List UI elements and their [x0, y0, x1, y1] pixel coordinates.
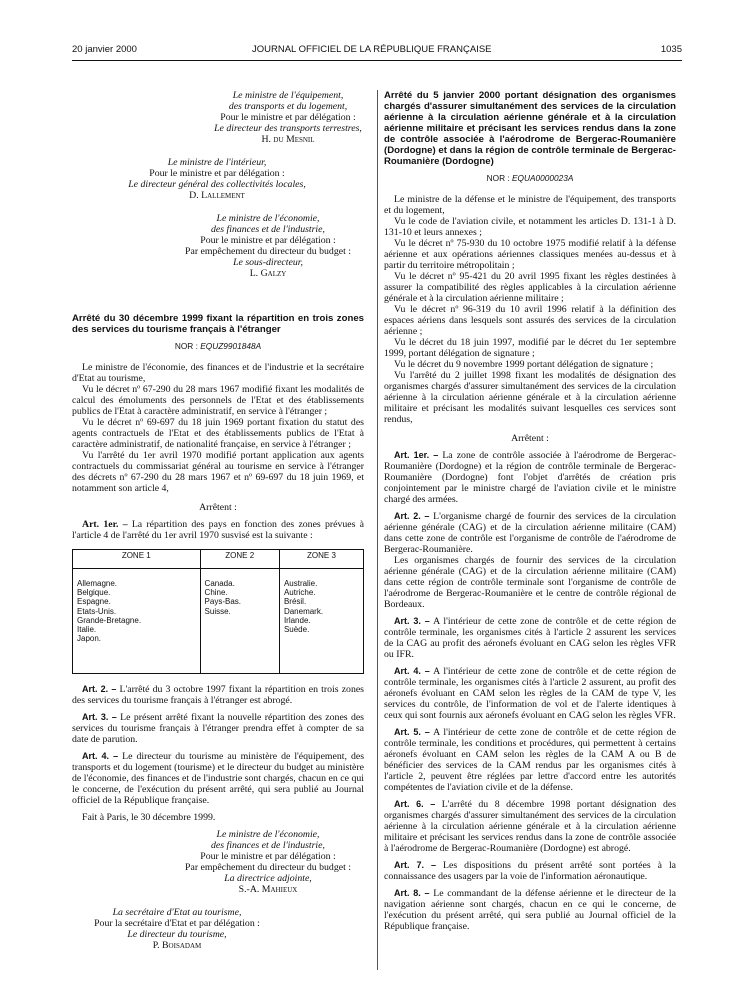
table-cell: Allemagne. Belgique. Espagne. Etats-Unis. Grande-Bretagne. Italie. Japon.: [73, 569, 201, 674]
article-label: Art. 1er. –: [82, 519, 128, 530]
journal-title: JOURNAL OFFICIEL DE LA RÉPUBLIQUE FRANÇAISE: [252, 44, 492, 55]
article-3: [72, 712, 364, 745]
article-label: Art. 1er. –: [394, 450, 439, 460]
signatory-name: S.-A. Mahieux: [238, 884, 298, 895]
article-label: Art. 8. –: [394, 888, 430, 898]
article-label: Art. 7. –: [394, 860, 437, 870]
signature-line: La directrice adjointe,: [224, 873, 312, 884]
article-7: [384, 860, 676, 882]
visa-paragraph: Vu le décret nº 75-930 du 10 octobre 1975 modifié relatif à la défense aérienne et aux opérations aériennes classiques menées au-dessus et à partir du territoire métropolitain ;: [384, 238, 676, 271]
article-label: Art. 2. –: [394, 511, 430, 521]
article-text: L'organisme chargé de fournir des services de la circulation aérienne générale (CAG) et de la circulation aérienne militaire (CAM) dans cette zone de contrôle est l'organisme de contrôle de l'aérodrome de Bergerac-Roumanière.: [384, 511, 677, 555]
article-label: Art. 6. –: [394, 799, 436, 809]
signature-line: des finances et de l'industrie,: [211, 224, 325, 235]
visa-paragraph: Vu le décret du 9 novembre 1999 portant délégation de signature ;: [394, 359, 654, 370]
article-4: [384, 666, 676, 721]
page-header: [72, 44, 682, 60]
nor-code: EQUZ9901848A: [200, 341, 262, 351]
signature-line: des transports et du logement,: [228, 101, 348, 112]
signature-block-budget: [172, 829, 364, 895]
article-3: [384, 616, 676, 660]
article-2: [384, 511, 676, 555]
article-label: Art. 4. –: [394, 666, 430, 676]
table-header: ZONE 3: [279, 550, 363, 569]
decree-title: Arrêté du 30 décembre 1999 fixant la répartition en trois zones des services du tourisme français à l'étranger: [72, 313, 364, 335]
visa-paragraph: Vu le code de l'aviation civile, et notamment les articles D. 131-1 à D. 131-10 et leurs annexes ;: [384, 216, 676, 238]
visa-paragraph: Vu le décret nº 96-319 du 10 avril 1996 relatif à la définition des espaces aériens dans lesquels sont assurés des services de la circulation aérienne ;: [384, 304, 676, 337]
signature-line: Par empêchement du directeur du budget :: [185, 862, 351, 873]
article-text: La zone de contrôle associée à l'aérodrome de Bergerac-Roumanière (Dordogne) et la région de contrôle terminale de Bergerac-Roumanière (Dordogne) font l'objet d'arrêtés de création pris conjointement par le ministre chargé de l'aviation civile et le ministre chargé des armées.: [384, 450, 676, 505]
article-4: [72, 751, 364, 806]
signature-line: Le directeur général des collectivités locales,: [128, 179, 306, 190]
signatory-name: H. du Mesnil: [261, 134, 315, 145]
article-text: Le commandant de la défense aérienne et le directeur de la navigation aérienne sont chargés, chacun en ce qui le concerne, de l'exécution du présent arrêté, qui sera publié au Journal officiel de la République française.: [384, 888, 677, 932]
signature-block-equipement: [212, 90, 364, 145]
signature-block-economie: [172, 213, 364, 279]
fait-a-paris: Fait à Paris, le 30 décembre 1999.: [82, 812, 216, 823]
column-divider: [377, 90, 378, 970]
article-label: Art. 3. –: [82, 712, 117, 722]
signature-line: La secrétaire d'Etat au tourisme,: [112, 907, 242, 918]
signature-line: Le ministre de l'intérieur,: [167, 157, 267, 168]
signature-line: Le directeur des transports terrestres,: [214, 123, 362, 134]
article-1: [72, 519, 364, 541]
decree-title: Arrêté du 5 janvier 2000 portant désignation des organismes chargés d'assurer simultanément des services de la circulation aérienne à la circulation aérienne générale et à la circulation aérienne militaire et précisant les services rendus dans la zone de contrôle associée à l'aérodrome de Bergerac-Roumanière (Dordogne) et dans la région de contrôle terminale de Bergerac-Roumanière (Dordogne): [384, 90, 676, 167]
nor-code: EQUA0000023A: [512, 173, 574, 183]
table-header: ZONE 2: [200, 550, 279, 569]
right-column: [384, 90, 676, 932]
table-header: ZONE 1: [73, 550, 201, 569]
signatory-name: L. Galzy: [249, 268, 287, 279]
signature-line: Le directeur du tourisme,: [127, 929, 227, 940]
signature-line: Le sous-directeur,: [233, 257, 303, 268]
article-text: A l'intérieur de cette zone de contrôle et de cette région de contrôle terminale, les organismes cités à l'article 2 assurent les services de la CAG au profit des aéronefs évoluant en CAG selon les règles VFR ou IFR.: [384, 616, 676, 660]
signature-line: Pour le ministre et par délégation :: [200, 235, 336, 246]
visa-paragraph: Vu le décret nº 95-421 du 20 avril 1995 fixant les règles destinées à assurer la compatibilité des règles applicables à la circulation aérienne générale et à la circulation aérienne militaire ;: [384, 271, 676, 304]
signature-line: Le ministre de l'économie,: [216, 829, 320, 840]
signature-line: Pour le ministre et par délégation :: [200, 851, 336, 862]
signature-line: Pour le ministre et par délégation :: [149, 168, 285, 179]
nor-label: NOR :: [486, 173, 510, 183]
signature-block-tourisme: [72, 907, 282, 951]
article-2: [72, 684, 364, 706]
left-column: [72, 90, 364, 951]
article-1: [384, 450, 676, 505]
visa-paragraph: Vu le décret nº 67-290 du 28 mars 1967 modifié fixant les modalités de calcul des émoluments des personnels de l'Etat et des établissements publics de l'Etat à caractère administratif, en service à l'étranger ;: [72, 384, 364, 417]
visa-paragraph: Vu l'arrêté du 1er avril 1970 modifié portant application aux agents contractuels du commissariat général au tourisme en service à l'étranger des décrets nº 67-290 du 28 mars 1967 et nº 69-697 du 18 juin 1969, et notamment son article 4,: [72, 450, 364, 494]
signature-block-interieur: [102, 157, 332, 201]
signature-line: Par empêchement du directeur du budget :: [185, 246, 351, 257]
arretent-heading: Arrêtent :: [199, 502, 237, 513]
header-rule: [72, 60, 682, 61]
article-label: Art. 5. –: [394, 727, 430, 737]
page-number: 1035: [660, 44, 682, 55]
visa-paragraph: Vu l'arrêté du 2 juillet 1998 fixant les modalités de désignation des organismes chargés d'assurer simultanément des services de la circulation aérienne à la circulation aérienne générale et à la circulation aérienne militaire et précisant les modalités suivant lesquelles ces services sont rendus,: [384, 370, 676, 425]
visa-paragraph: Vu le décret du 18 juin 1997, modifié par le décret du 1er septembre 1999, portant délégation de signature ;: [384, 337, 676, 359]
article-text: A l'intérieur de cette zone de contrôle et de cette région de contrôle terminale, les organismes cités à l'article 2 assurent, au profit des aéronefs évoluant en CAM selon les règles de la CAM de type V, les services du contrôle, de l'information de vol et de l'alerte identiques à ceux qui sont fournis aux aéronefs évoluant en CAG selon les règles VFR.: [384, 666, 676, 721]
signatory-name: P. Boisadam: [152, 940, 202, 951]
signature-line: Le ministre de l'équipement,: [232, 90, 344, 101]
table-cell: Australie. Autriche. Brésil. Danemark. Irlande. Suède.: [279, 569, 363, 674]
preamble-paragraph: Le ministre de la défense et le ministre de l'équipement, des transports et du logement,: [384, 194, 676, 216]
zones-table: [72, 549, 364, 674]
article-label: Art. 3. –: [394, 616, 430, 626]
header-date: 20 janvier 2000: [72, 44, 137, 55]
article-2-continued: Les organismes chargés de fournir des services de la circulation aérienne générale (CAG) et de la circulation aérienne militaire (CAM) dans cette région de contrôle terminale sont l'organisme de contrôle de l'aérodrome de Bergerac-Roumanière et le centre de contrôle régional de Bordeaux.: [384, 555, 676, 610]
signature-line: Pour la secrétaire d'Etat et par délégation :: [94, 918, 260, 929]
table-cell: Canada. Chine. Pays-Bas. Suisse.: [200, 569, 279, 674]
article-text: Le présent arrêté fixant la nouvelle répartition des zones des services du tourisme français à l'étranger prendra effet à compter de sa date de parution.: [72, 712, 364, 745]
article-text: A l'intérieur de cette zone de contrôle et de cette région de contrôle terminale, les conditions et procédures, qui permettent à certains aéronefs évoluant en CAM selon les règles de la CAM A ou B de bénéficier des services de la CAM rendus par les organismes cités à l'article 2, peuvent être réglées par lettre d'accord entre les autorités compétentes de l'aviation civile et de la défense.: [384, 727, 676, 793]
signature-line: des finances et de l'industrie,: [211, 840, 325, 851]
nor-label: NOR :: [174, 341, 198, 351]
arretent-heading: Arrêtent :: [511, 433, 549, 444]
article-text: Les dispositions du présent arrêté sont portées à la connaissance des usagers par la voie de l'information aéronautique.: [384, 860, 677, 882]
article-label: Art. 4. –: [82, 751, 119, 761]
preamble-paragraph: Le ministre de l'économie, des finances et de l'industrie et la secrétaire d'Etat au tourisme,: [72, 362, 364, 384]
signature-line: Pour le ministre et par délégation :: [220, 112, 356, 123]
signature-line: Le ministre de l'économie,: [216, 213, 320, 224]
nor-reference: [384, 173, 676, 184]
visa-paragraph: Vu le décret nº 69-697 du 18 juin 1969 portant fixation du statut des agents contractuels de l'Etat et des établissements publics de l'Etat à caractère administratif, de nationalité française, en service à l'étranger ;: [72, 417, 364, 450]
article-6: [384, 799, 676, 854]
article-text: L'arrêté du 3 octobre 1997 fixant la répartition en trois zones des services du tourisme français à l'étranger est abrogé.: [72, 684, 364, 706]
article-text: La répartition des pays en fonction des zones prévues à l'article 4 de l'arrêté du 1er avril 1970 susvisé est la suivante :: [72, 519, 364, 541]
article-5: [384, 727, 676, 793]
signatory-name: D. Lallement: [189, 190, 245, 201]
article-text: Le directeur du tourisme au ministère de l'équipement, des transports et du logement (tourisme) et le directeur du budget au ministère de l'économie, des finances et de l'industrie sont chargés, chacun en ce qui le concerne, de l'exécution du présent arrêté, qui sera publié au Journal officiel de la République française.: [72, 751, 365, 806]
article-8: [384, 888, 676, 932]
nor-reference: [72, 341, 364, 352]
article-label: Art. 2. –: [82, 684, 117, 694]
article-text: L'arrêté du 8 décembre 1998 portant désignation des organismes chargés d'assurer simultanément des services de la circulation aérienne à la circulation aérienne générale et à la circulation aérienne militaire et précisant les services rendus dans la zone de contrôle associée à l'aérodrome de Bergerac-Roumanière (Dordogne) est abrogé.: [384, 799, 677, 854]
